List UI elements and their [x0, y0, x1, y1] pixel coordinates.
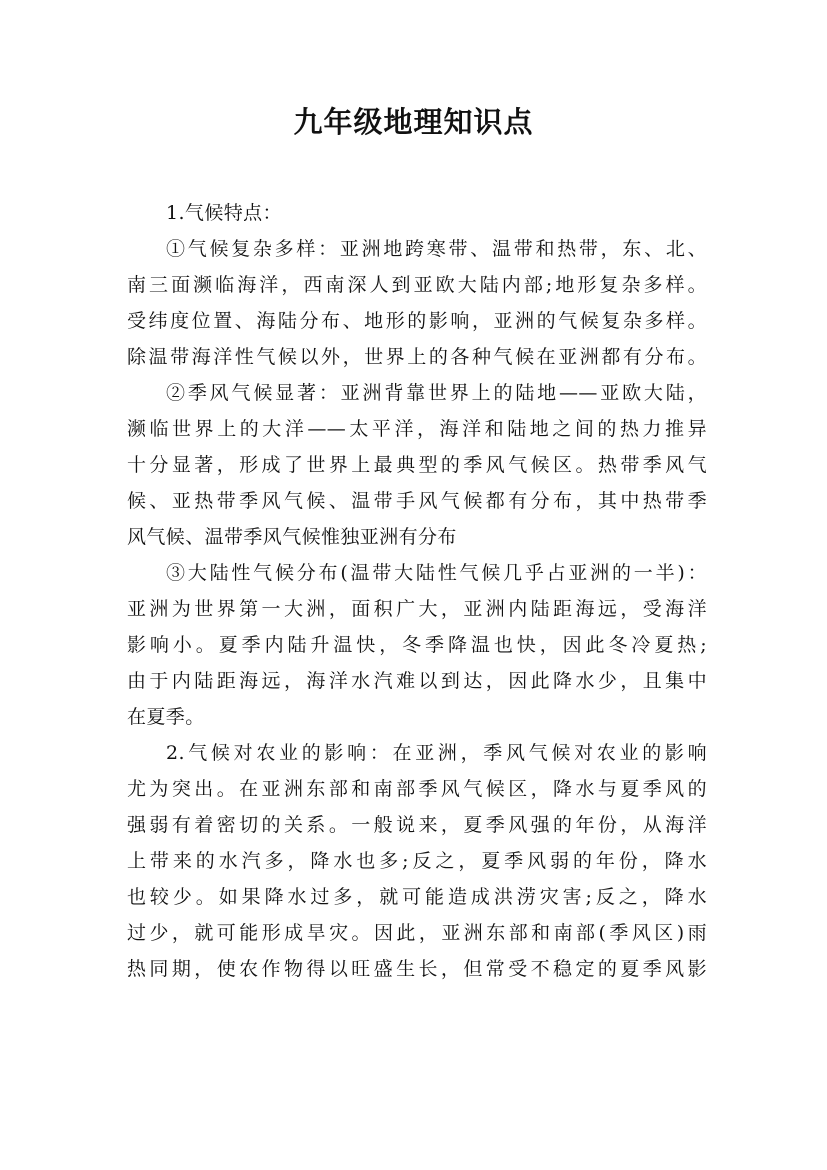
- text-line: 在夏季。: [127, 706, 205, 728]
- text-line: 尤为突出。在亚洲东部和南部季风气候区，降水与夏季风的: [127, 778, 707, 800]
- text-line: ②季风气候显著：亚洲背靠世界上的陆地——亚欧大陆，: [166, 382, 707, 404]
- text-line: 受纬度位置、海陆分布、地形的影响，亚洲的气候复杂多样。: [127, 310, 707, 332]
- text-line: 濒临世界上的大洋——太平洋，海洋和陆地之间的热力推异: [127, 418, 707, 440]
- text-line: ③大陆性气候分布(温带大陆性气候几乎占亚洲的一半)：: [166, 562, 707, 584]
- document-body: [127, 195, 707, 987]
- text-line: 也较少。如果降水过多，就可能造成洪涝灾害;反之，降水: [127, 886, 707, 908]
- text-line: 过少，就可能形成旱灾。因此，亚洲东部和南部(季风区)雨: [127, 922, 707, 944]
- text-line: 2.气候对农业的影响：在亚洲，季风气候对农业的影响: [166, 742, 707, 764]
- text-line: 强弱有着密切的关系。一般说来，夏季风强的年份，从海洋: [127, 814, 707, 836]
- text-line: 影响小。夏季内陆升温快，冬季降温也快，因此冬冷夏热;: [127, 634, 707, 656]
- page-title: 九年级地理知识点: [293, 105, 534, 139]
- text-line: 十分显著，形成了世界上最典型的季风气候区。热带季风气: [127, 454, 707, 476]
- text-line: 1.气候特点：: [166, 202, 282, 224]
- text-line: 风气候、温带季风气候惟独亚洲有分布: [127, 526, 457, 548]
- text-line: 除温带海洋性气候以外，世界上的各种气候在亚洲都有分布。: [127, 346, 707, 368]
- text-line: ①气候复杂多样：亚洲地跨寒带、温带和热带，东、北、: [166, 238, 707, 260]
- text-line: 南三面濒临海洋，西南深人到亚欧大陆内部;地形复杂多样。: [127, 274, 707, 296]
- text-line: 候、亚热带季风气候、温带手风气候都有分布，其中热带季: [127, 490, 707, 512]
- text-line: 上带来的水汽多，降水也多;反之，夏季风弱的年份，降水: [127, 850, 707, 872]
- text-line: 亚洲为世界第一大洲，面积广大，亚洲内陆距海远，受海洋: [127, 598, 707, 620]
- text-line: 由于内陆距海远，海洋水汽难以到达，因此降水少，且集中: [127, 670, 707, 692]
- text-line: 热同期，使农作物得以旺盛生长，但常受不稳定的夏季风影: [127, 958, 707, 980]
